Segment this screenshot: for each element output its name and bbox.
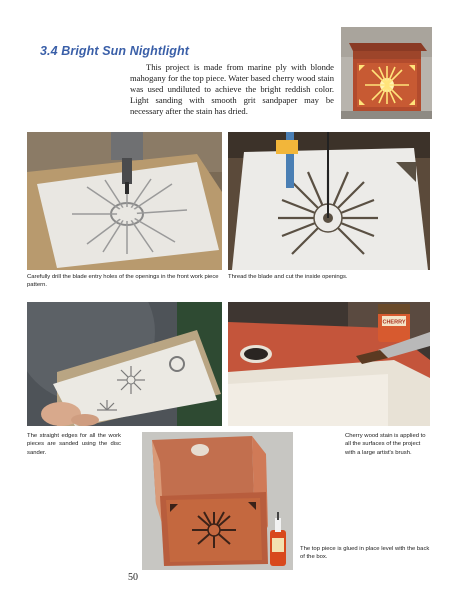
caption-sand: The straight edges for all the work pieces are sanded using the disc sander. — [27, 433, 121, 456]
intro-text: This project is made from marine ply with blonde mahogany for the top piece. Water based cherry wood stain was used undiluted to achieve the bright reddish color. Light sanding with smooth grit sandpaper may be necessary after the stain has dried. — [130, 62, 334, 116]
caption-stain: Cherry wood stain is applied to all the surfaces of the project with a large artist's brush. — [345, 433, 426, 456]
intro-paragraph — [130, 62, 334, 117]
section-heading: 3.4 Bright Sun Nightlight — [40, 44, 190, 58]
photo-drilling — [27, 132, 222, 270]
photo-finished-nightlight — [341, 27, 432, 119]
page-number: 50 — [128, 572, 138, 583]
photo-staining — [228, 302, 430, 426]
stain-can-label: CHERRY — [382, 319, 406, 326]
caption-glue: The top piece is glued in place level with the back of the box. — [300, 546, 430, 561]
photo-disc-sander — [27, 302, 222, 426]
photo-glued-box — [142, 432, 293, 570]
photo-scroll-saw — [228, 132, 430, 270]
caption-saw: Thread the blade and cut the inside openings. — [228, 274, 348, 280]
caption-drill: Carefully drill the blade entry holes of the openings in the front work piece pattern. — [27, 274, 219, 289]
